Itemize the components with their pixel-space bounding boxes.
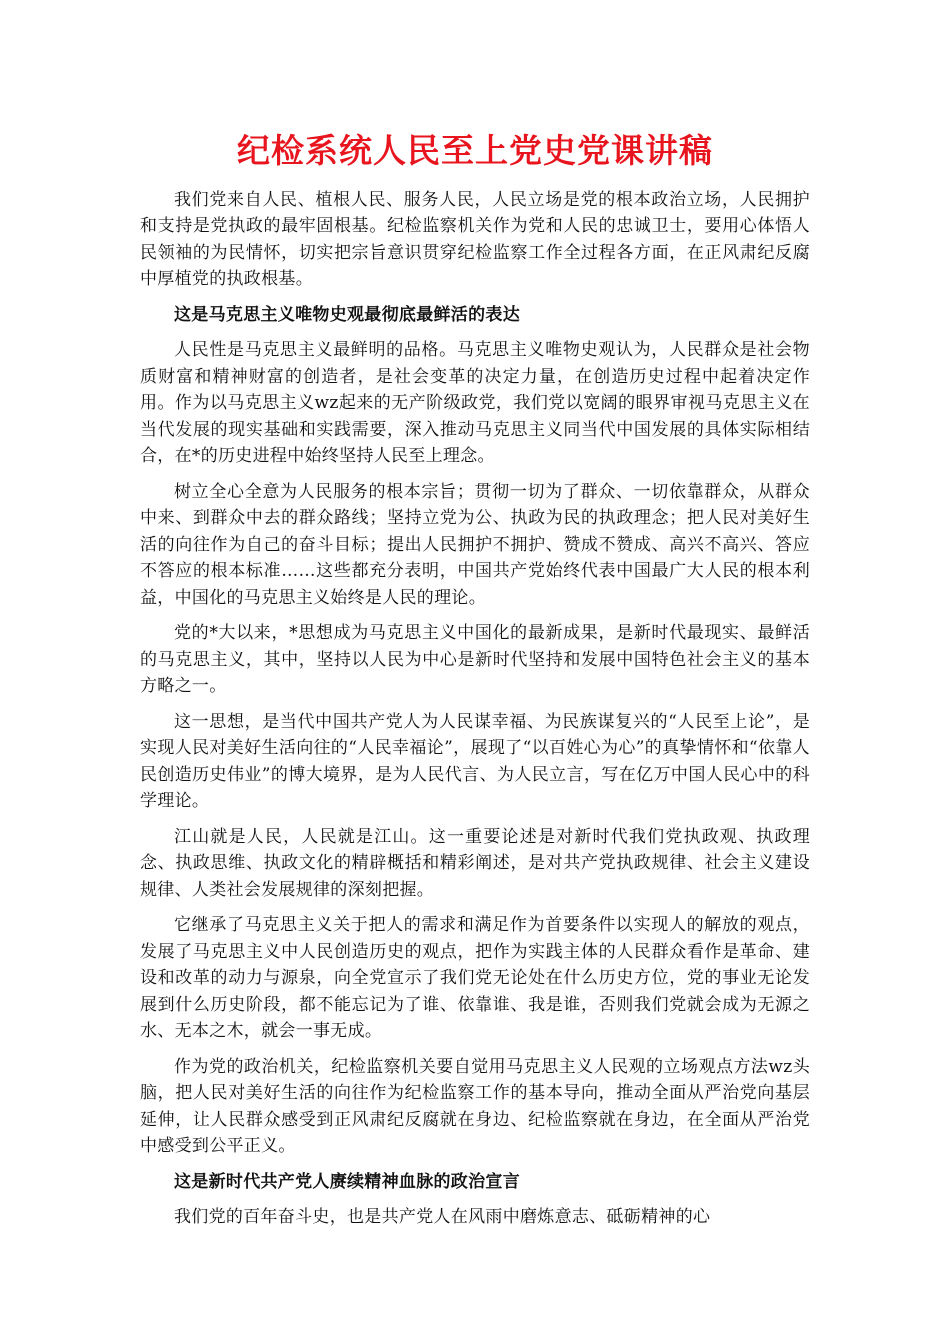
paragraph: 我们党的百年奋斗史，也是共产党人在风雨中磨炼意志、砥砺精神的心 — [174, 1207, 711, 1228]
paragraph: 作为党的政治机关，纪检监察机关要自觉用马克思主义人民观的立场观点方法wz头脑，把人民对美好生活的向往作为纪检监察工作的基本导向，推动全面从严治党向基层延伸，让人民群众感受到正风肃纪反腐就在身边、纪检监察就在身边，在全面从严治党中感受到公平正义。 — [140, 1056, 810, 1157]
paragraph: 它继承了马克思主义关于把人的需求和满足作为首要条件以实现人的解放的观点，发展了马克思主义中人民创造历史的观点，把作为实践主体的人民群众看作是革命、建设和改革的动力与源泉，向全党宣示了我们党无论处在什么历史方位，党的事业无论发展到什么历史阶段，都不能忘记为了谁、依靠谁、我是谁，否则我们党就会成为无源之水、无本之木，就会一事无成。 — [140, 915, 810, 1042]
paragraph: 我们党来自人民、植根人民、服务人民，人民立场是党的根本政治立场，人民拥护和支持是党执政的最牢固根基。纪检监察机关作为党和人民的忠诚卫士，要用心体悟人民领袖的为民情怀，切实把宗旨意识贯穿纪检监察工作全过程各方面，在正风肃纪反腐中厚植党的执政根基。 — [140, 189, 810, 290]
paragraph: 党的*大以来，*思想成为马克思主义中国化的最新成果，是新时代最现实、最鲜活的马克思主义，其中，坚持以人民为中心是新时代坚持和发展中国特色社会主义的基本方略之一。 — [140, 623, 810, 697]
paragraph: 人民性是马克思主义最鲜明的品格。马克思主义唯物史观认为，人民群众是社会物质财富和精神财富的创造者，是社会变革的决定力量，在创造历史过程中起着决定作用。作为以马克思主义wz起来的无产阶级政党，我们党以宽阔的眼界审视马克思主义在当代发展的现实基础和实践需要，深入推动马克思主义同当代中国发展的具体实际相结合，在*的历史进程中始终坚持人民至上理念。 — [140, 340, 810, 467]
paragraph: 江山就是人民，人民就是江山。这一重要论述是对新时代我们党执政观、执政理念、执政思维、执政文化的精辟概括和精彩阐述，是对共产党执政规律、社会主义建设规律、人类社会发展规律的深刻把握。 — [140, 826, 810, 900]
section-heading: 这是马克思主义唯物史观最彻底最鲜活的表达 — [174, 304, 520, 325]
paragraph: 树立全心全意为人民服务的根本宗旨；贯彻一切为了群众、一切依靠群众，从群众中来、到群众中去的群众路线；坚持立党为公、执政为民的执政理念；把人民对美好生活的向往作为自己的奋斗目标；提出人民拥护不拥护、赞成不赞成、高兴不高兴、答应不答应的根本标准……这些都充分表明，中国共产党始终代表中国最广大人民的根本利益，中国化的马克思主义始终是人民的理论。 — [140, 481, 810, 608]
section-heading: 这是新时代共产党人赓续精神血脉的政治宣言 — [174, 1171, 520, 1192]
document-page — [140, 130, 810, 1240]
paragraph: 这一思想，是当代中国共产党人为人民谋幸福、为民族谋复兴的“人民至上论”，是实现人民对美好生活向往的“人民幸福论”，展现了“以百姓心为心”的真挚情怀和“依靠人民创造历史伟业”的博大境界，是为人民代言、为人民立言，写在亿万中国人民心中的科学理论。 — [140, 711, 810, 812]
document-title: 纪检系统人民至上党史党课讲稿 — [237, 131, 713, 170]
